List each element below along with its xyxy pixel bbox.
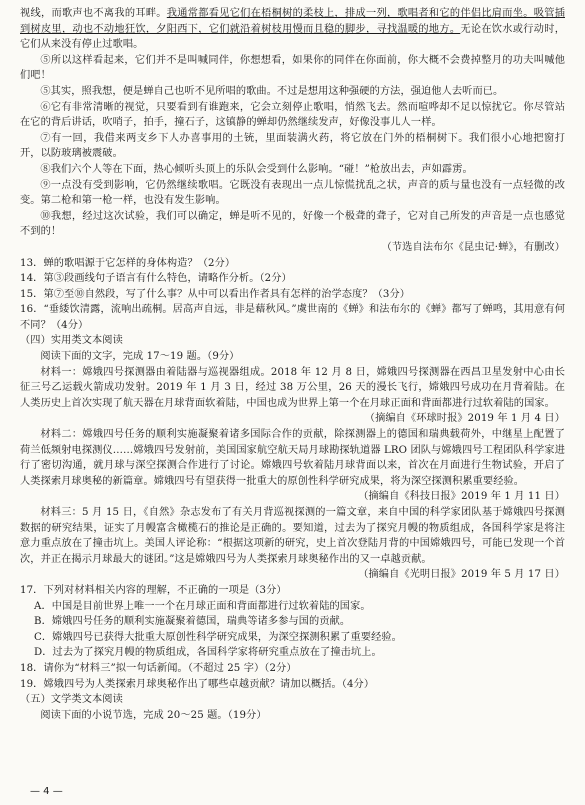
passage-paragraph-continuation: 视线，而歌声也不离我的耳畔。我通常都看见它们在梧桐树的柔枝上，排成一列，歌唱者和它的伴侣比肩而坐。吸管插到树皮里，动也不动地狂饮，夕阳西下，它们就沿着树枝用慢而且稳的脚步，寻找温暖的地方。无论在饮水或行动时，它们从来没有停止过歌唱。 [20, 8, 565, 51]
material-3: 材料三：5 月 15 日，《自然》杂志发布了有关月背巡视探测的一篇文章，来自中国的科学家团队基于嫦娥四号探测数据的研究结果，证实了月幔富含橄榄石的推论是正确的。要知道，过去为了探究月幔的物质组成，各国科学家是将注意力重点放在了撞击坑上。美国人评论称：“根据这项新的研究，史上首次登陆月背的中国嫦娥四号，可能已发现一个首次，并正在揭示月球最大的谜团。”这是嫦娥四号为人类探索月球奥秘作出的又一卓越贡献。 [20, 507, 566, 565]
material-2: 材料二：嫦娥四号任务的顺利实施凝聚着诸多国际合作的贡献，除探测器上的德国和瑞典载荷外，中继星上配置了荷兰低频射电探测仪……嫦娥四号发射前，美国国家航空航天局月球勘探轨道器 LRO 团队与嫦娥四号工程团队科学家进行了密切沟通，就月球与深空探测合作进行了讨论。嫦娥四号软着陆月球背面以来，首次在月面进行生物试验，开启了人类探索月球奥秘的新篇章。嫦娥四号有望获得一批重大的原创性科学研究成果，将为深空探测积累重要经验。 [20, 429, 565, 487]
section-5-instruction: 阅读下面的小说节选，完成 20～25 题。（19分） [40, 709, 267, 721]
passage-paragraph-10: ⑨一点没有受到影响，它仍然继续歌唱。它既没有表现出一点儿惊慌扰乱之状，声音的质与量也没有一点轻微的改变。第二枪和第一枪一样，也没有发生影响。 [20, 179, 565, 207]
question-16: 16．“垂緌饮清露，流响出疏桐。居高声自远，非是藉秋风。”虞世南的《蝉》和法布尔的《蝉》都写了蝉鸣，其用意有何不同？（4分） [20, 304, 565, 331]
question-13: 13．蝉的歌唱源于它怎样的身体构造？（2分） [20, 257, 236, 269]
passage-paragraph-6: ⑤其实，照我想，便是蝉自己也听不见所唱的歌曲。不过是想用这种强硬的方法，强迫他人去听而已。 [40, 85, 504, 97]
question-17-option-a: A．中国是目前世界上唯一一个在月球正面和背面都进行过软着陆的国家。 [34, 600, 371, 612]
passage-paragraph-5: ⑤所以这样看起来，它们并不是叫喊同伴，你想想看，如果你的同伴在你面前，你大概不会费掉整月的功夫叫喊他们吧！ [20, 54, 565, 82]
material-1-source: （摘编自《环球时报》2019 年 1 月 4 日） [364, 413, 565, 425]
question-15: 15．第⑦至⑩自然段，写了什么事？从中可以看出作者具有怎样的治学态度？（3分） [20, 288, 411, 300]
section-4-instruction: 阅读下面的文字，完成 17～19 题。（9分） [40, 351, 240, 363]
question-19: 19．嫦娥四号为人类探索月球奥秘作出了哪些卓越贡献？请加以概括。（4分） [20, 678, 375, 690]
material-3-label: 材料三： [40, 507, 83, 518]
material-3-source: （摘编自《光明日报》2019 年 5 月 17 日） [358, 569, 565, 581]
question-17-option-b: B．嫦娥四号任务的顺利实施凝聚着德国，瑞典等诸多参与国的贡献。 [34, 616, 351, 628]
passage-paragraph-11: ⑩我想，经过这次试验，我们可以确定，蝉是听不见的，好像一个极聋的聋子，它对自己所发的声音是一点也感觉不到的！ [20, 210, 565, 238]
underlined-sentence: 我通常都看见它们在梧桐树的柔枝上，排成一列，歌唱者和它的伴侣比肩而坐。吸管插到树皮里，动也不动地狂饮，夕阳西下，它们就沿着树枝用慢而且稳的脚步，寻找温暖的地方。 [20, 8, 565, 35]
question-17-option-d: D．过去为了探究月幔的物质组成，各国科学家将研究重点放在了撞击坑上。 [34, 647, 382, 659]
question-17: 17．下列对材料相关内容的理解，不正确的一项是（3分） [20, 584, 287, 596]
material-1-label: 材料一： [40, 366, 83, 378]
material-1: 材料一：嫦娥四号探测器由着陆器与巡视器组成。2018 年 12 月 8 日，嫦娥四号探测器在西昌卫星发射中心由长征三号乙运载火箭成功发射。2019 年 1 月 3 日，经过 38 万公里，26 天的漫长飞行，嫦娥四号成功在月背着陆。在人类历史上首次实现了航天器在月球背面软着陆，中国也成为世界上第一个在月球正面和背面都进行过软着陆的国家。 [20, 366, 565, 409]
question-14: 14．第③段画线句子语言有什么特色，请略作分析。（2分） [20, 273, 292, 285]
page-number: — 4 — [30, 786, 63, 797]
question-18: 18．请你为“材料三”拟一句话新闻。（不超过 25 字）（2分） [20, 662, 297, 674]
section-4-title: （四）实用类文本阅读 [20, 335, 123, 347]
passage-source: （节选自法布尔《昆虫记·蝉》，有删改） [381, 241, 565, 253]
passage-paragraph-8: ⑦有一回，我借来两支乡下人办喜事用的土铳，里面装满火药，将它放在门外的梧桐树下。我们很小心地把窗打开，以防玻璃被震破。 [20, 132, 565, 160]
passage-paragraph-9: ⑧我们六个人等在下面，热心倾听头顶上的乐队会受到什么影响。“碰！”枪放出去，声如霹雳。 [40, 163, 473, 175]
question-17-option-c: C．嫦娥四号已获得大批重大原创性科学研究成果，为深空探测积累了重要经验。 [34, 631, 402, 643]
passage-paragraph-7: ⑥它有非常清晰的视觉，只要看到有谁跑来，它会立刻停止歌唱，悄然飞去。然而喧哗却不足以惊扰它。你尽管站在它的背后讲话，吹哨子，拍手，撞石子，这镇静的蝉却仍然继续发声，好像没事儿人一样。 [20, 101, 565, 129]
section-5-title: （五）文学类文本阅读 [20, 694, 123, 706]
material-2-label: 材料二： [40, 429, 83, 441]
material-2-source: （摘编自《科技日报》2019 年 1 月 11 日） [358, 491, 565, 503]
